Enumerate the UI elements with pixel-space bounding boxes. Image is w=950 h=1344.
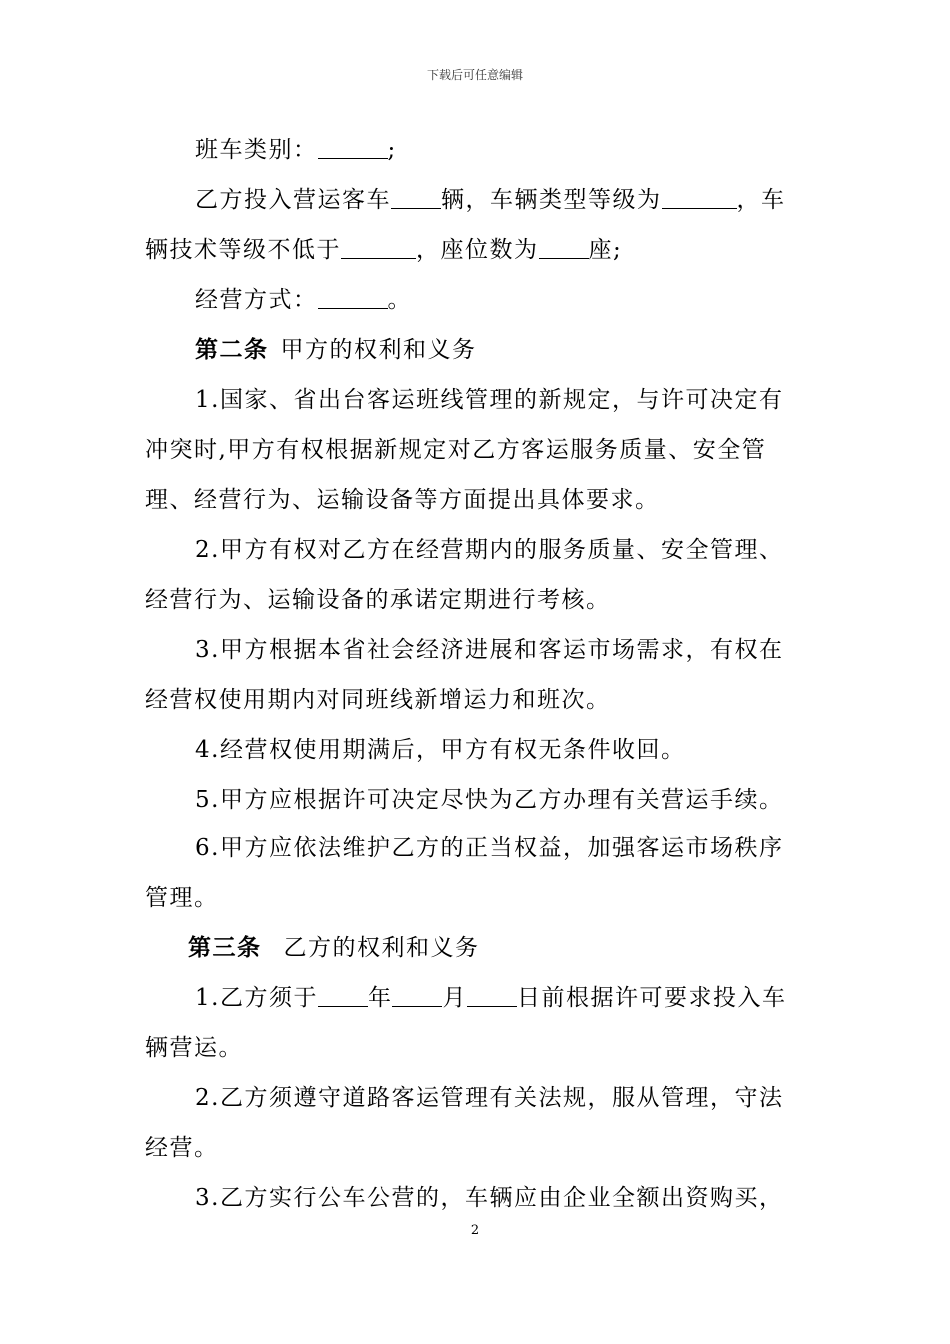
text-line: 1.乙方须于 年 月 日前根据许可要求投入车 bbox=[195, 985, 787, 1011]
text-line: 1.国家、省出台客运班线管理的新规定，与许可决定有 bbox=[195, 387, 784, 413]
text-line: 4.经营权使用期满后，甲方有权无条件收回。 bbox=[195, 737, 686, 763]
text-line: 辆营运。 bbox=[145, 1035, 243, 1061]
fill-blank bbox=[318, 136, 388, 159]
text-line: 乙方投入营运客车 辆，车辆类型等级为 ，车 bbox=[195, 187, 786, 213]
fill-blank bbox=[318, 286, 388, 309]
text-line: 班车类别： ; bbox=[195, 137, 397, 163]
fill-blank bbox=[539, 236, 589, 259]
fill-blank bbox=[318, 984, 368, 1007]
page-number: 2 bbox=[470, 1223, 480, 1238]
text-line: 经营行为、运输设备的承诺定期进行考核。 bbox=[145, 587, 611, 613]
fill-blank bbox=[391, 186, 441, 209]
fill-blank bbox=[341, 236, 416, 259]
text-line: 6.甲方应依法维护乙方的正当权益，加强客运市场秩序 bbox=[195, 835, 784, 861]
text-line: 2.乙方须遵守道路客运管理有关法规，服从管理，守法 bbox=[195, 1085, 784, 1111]
text-line: 2.甲方有权对乙方在经营期内的服务质量、安全管理、 bbox=[195, 537, 784, 563]
text-line: 5.甲方应根据许可决定尽快为乙方办理有关营运手续。 bbox=[195, 787, 784, 813]
text-line: 理、经营行为、运输设备等方面提出具体要求。 bbox=[145, 487, 660, 513]
text-line: 3.甲方根据本省社会经济进展和客运市场需求，有权在 bbox=[195, 637, 784, 663]
text-line: 经营权使用期内对同班线新增运力和班次。 bbox=[145, 687, 611, 713]
fill-blank bbox=[392, 984, 442, 1007]
text-line: 3.乙方实行公车公营的，车辆应由企业全额出资购买， bbox=[195, 1185, 784, 1211]
fill-blank bbox=[662, 186, 737, 209]
fill-blank bbox=[467, 984, 517, 1007]
text-line: 经营方式： 。 bbox=[195, 287, 412, 313]
text-line: 冲突时,甲方有权根据新规定对乙方客运服务质量、安全管 bbox=[145, 437, 767, 463]
article-heading: 第三条 乙方的权利和义务 bbox=[188, 934, 480, 961]
page-header: 下载后可任意编辑 bbox=[426, 68, 523, 82]
text-line: 管理。 bbox=[145, 885, 219, 911]
text-line: 辆技术等级不低于 ，座位数为 座; bbox=[145, 237, 623, 263]
text-line: 经营。 bbox=[145, 1135, 219, 1161]
article-heading: 第二条 甲方的权利和义务 bbox=[195, 336, 477, 363]
